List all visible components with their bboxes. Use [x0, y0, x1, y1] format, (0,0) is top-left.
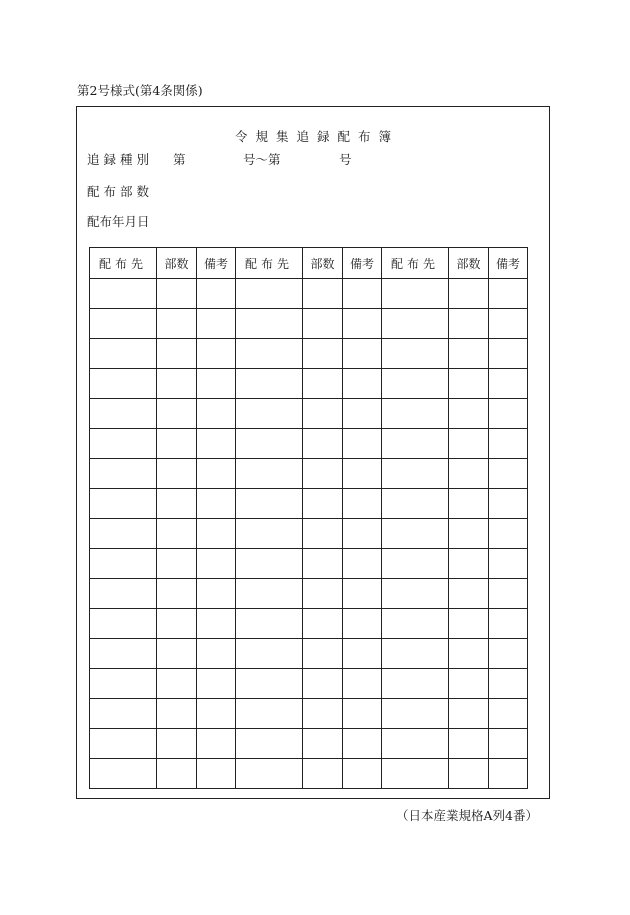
supplement-from-prefix-label: 第 — [173, 152, 186, 167]
table-cell — [449, 339, 489, 369]
table-cell — [382, 309, 449, 339]
table-cell — [489, 519, 528, 549]
supplement-range-label: 号～第 — [243, 152, 281, 167]
table-cell — [303, 639, 343, 669]
table-cell — [343, 459, 382, 489]
table-cell — [236, 579, 303, 609]
table-cell — [303, 369, 343, 399]
table-cell — [90, 519, 157, 549]
table-cell — [157, 519, 197, 549]
table-cell — [236, 369, 303, 399]
table-cell — [197, 339, 236, 369]
table-cell — [90, 399, 157, 429]
table-cell — [343, 729, 382, 759]
table-row — [90, 489, 528, 519]
table-cell — [303, 579, 343, 609]
table-cell — [236, 639, 303, 669]
table-cell — [303, 729, 343, 759]
table-cell — [90, 549, 157, 579]
form-number-label: 第2号様式(第4条関係) — [77, 83, 203, 98]
table-cell — [303, 339, 343, 369]
table-cell — [489, 459, 528, 489]
table-cell — [157, 279, 197, 309]
table-cell — [197, 699, 236, 729]
table-cell — [303, 309, 343, 339]
table-cell — [303, 759, 343, 789]
table-cell — [236, 429, 303, 459]
table-cell — [343, 429, 382, 459]
table-cell — [343, 699, 382, 729]
header-remarks-2: 備考 — [343, 248, 382, 279]
table-cell — [236, 279, 303, 309]
form-frame — [76, 106, 550, 799]
paper-size-note: （日本産業規格A列4番） — [396, 808, 538, 823]
table-cell — [236, 459, 303, 489]
table-cell — [343, 609, 382, 639]
table-cell — [303, 609, 343, 639]
table-cell — [197, 489, 236, 519]
table-cell — [382, 639, 449, 669]
table-row — [90, 309, 528, 339]
table-cell — [90, 699, 157, 729]
table-row — [90, 339, 528, 369]
table-cell — [489, 489, 528, 519]
table-cell — [449, 489, 489, 519]
header-destination-1: 配布先 — [90, 248, 157, 279]
table-cell — [489, 429, 528, 459]
table-cell — [157, 459, 197, 489]
header-destination-3: 配布先 — [382, 248, 449, 279]
table-cell — [382, 699, 449, 729]
distribution-date-label: 配布年月日 — [87, 214, 150, 229]
table-cell — [236, 339, 303, 369]
table-cell — [489, 399, 528, 429]
table-cell — [90, 759, 157, 789]
table-cell — [303, 699, 343, 729]
table-row — [90, 729, 528, 759]
table-cell — [303, 669, 343, 699]
table-cell — [90, 459, 157, 489]
table-cell — [197, 279, 236, 309]
table-cell — [382, 489, 449, 519]
supplement-kind-label: 追録種別 — [87, 152, 154, 167]
table-cell — [343, 399, 382, 429]
table-cell — [157, 639, 197, 669]
document-title: 令規集追録配布簿 — [234, 129, 399, 144]
table-cell — [197, 609, 236, 639]
table-cell — [449, 459, 489, 489]
table-body — [90, 279, 528, 789]
table-cell — [90, 639, 157, 669]
table-row — [90, 459, 528, 489]
table-cell — [90, 609, 157, 639]
table-row — [90, 699, 528, 729]
table-cell — [382, 759, 449, 789]
table-cell — [197, 429, 236, 459]
table-cell — [303, 549, 343, 579]
table-cell — [449, 279, 489, 309]
header-remarks-3: 備考 — [489, 248, 528, 279]
table-row — [90, 279, 528, 309]
table-row — [90, 669, 528, 699]
table-cell — [343, 579, 382, 609]
table-cell — [303, 459, 343, 489]
table-cell — [90, 369, 157, 399]
header-copies-1: 部数 — [157, 248, 197, 279]
table-cell — [157, 579, 197, 609]
table-cell — [343, 519, 382, 549]
table-cell — [90, 669, 157, 699]
table-cell — [90, 729, 157, 759]
table-cell — [382, 279, 449, 309]
table-cell — [236, 759, 303, 789]
table-row — [90, 639, 528, 669]
table-cell — [343, 549, 382, 579]
table-cell — [449, 639, 489, 669]
table-cell — [449, 609, 489, 639]
table-cell — [197, 459, 236, 489]
table-cell — [449, 699, 489, 729]
table-cell — [197, 669, 236, 699]
table-cell — [197, 519, 236, 549]
table-cell — [449, 759, 489, 789]
table-cell — [449, 309, 489, 339]
table-cell — [236, 399, 303, 429]
table-cell — [236, 549, 303, 579]
table-cell — [236, 609, 303, 639]
table-cell — [303, 429, 343, 459]
table-row — [90, 759, 528, 789]
table-row — [90, 549, 528, 579]
table-cell — [382, 729, 449, 759]
table-cell — [90, 339, 157, 369]
header-copies-3: 部数 — [449, 248, 489, 279]
table-cell — [197, 309, 236, 339]
table-cell — [197, 399, 236, 429]
table-cell — [236, 729, 303, 759]
copies-label: 配布部数 — [87, 184, 154, 199]
table-cell — [157, 399, 197, 429]
table-cell — [343, 489, 382, 519]
table-cell — [157, 489, 197, 519]
table-cell — [382, 429, 449, 459]
table-cell — [236, 699, 303, 729]
table-cell — [489, 309, 528, 339]
table-cell — [157, 369, 197, 399]
table-cell — [343, 639, 382, 669]
table-cell — [236, 489, 303, 519]
table-cell — [303, 489, 343, 519]
table-cell — [382, 339, 449, 369]
table-cell — [449, 369, 489, 399]
table-cell — [489, 609, 528, 639]
table-cell — [343, 759, 382, 789]
table-cell — [382, 519, 449, 549]
table-cell — [343, 369, 382, 399]
table-cell — [197, 369, 236, 399]
table-cell — [382, 579, 449, 609]
table-cell — [90, 429, 157, 459]
table-cell — [90, 579, 157, 609]
table-cell — [449, 579, 489, 609]
table-cell — [449, 729, 489, 759]
table-row — [90, 429, 528, 459]
table-cell — [382, 549, 449, 579]
table-cell — [343, 339, 382, 369]
table-cell — [449, 519, 489, 549]
table-cell — [197, 639, 236, 669]
table-cell — [90, 309, 157, 339]
header-copies-2: 部数 — [303, 248, 343, 279]
table-cell — [303, 399, 343, 429]
table-cell — [382, 399, 449, 429]
table-cell — [236, 309, 303, 339]
table-cell — [489, 339, 528, 369]
table-cell — [489, 579, 528, 609]
table-cell — [157, 669, 197, 699]
table-cell — [157, 759, 197, 789]
table-cell — [382, 459, 449, 489]
table-row — [90, 399, 528, 429]
table-cell — [343, 309, 382, 339]
table-cell — [157, 609, 197, 639]
table-cell — [197, 759, 236, 789]
table-cell — [197, 579, 236, 609]
table-row — [90, 519, 528, 549]
table-cell — [157, 339, 197, 369]
table-cell — [303, 519, 343, 549]
table-cell — [236, 669, 303, 699]
table-cell — [382, 669, 449, 699]
table-cell — [382, 609, 449, 639]
table-cell — [382, 369, 449, 399]
table-cell — [489, 759, 528, 789]
table-cell — [157, 729, 197, 759]
table-cell — [489, 699, 528, 729]
table-cell — [489, 279, 528, 309]
table-cell — [197, 729, 236, 759]
table-cell — [90, 489, 157, 519]
table-cell — [303, 279, 343, 309]
table-row — [90, 369, 528, 399]
table-cell — [157, 549, 197, 579]
supplement-to-suffix-label: 号 — [339, 152, 352, 167]
table-cell — [236, 519, 303, 549]
table-cell — [489, 549, 528, 579]
table-cell — [90, 279, 157, 309]
table-header-row — [90, 248, 528, 279]
table-cell — [449, 549, 489, 579]
table-cell — [449, 669, 489, 699]
table-cell — [489, 669, 528, 699]
table-cell — [343, 279, 382, 309]
table-row — [90, 609, 528, 639]
header-remarks-1: 備考 — [197, 248, 236, 279]
header-destination-2: 配布先 — [236, 248, 303, 279]
table-cell — [489, 729, 528, 759]
table-row — [90, 579, 528, 609]
table-cell — [197, 549, 236, 579]
table-cell — [489, 369, 528, 399]
table-cell — [157, 699, 197, 729]
table-cell — [343, 669, 382, 699]
table-cell — [157, 429, 197, 459]
table-cell — [157, 309, 197, 339]
distribution-table — [89, 247, 528, 789]
table-cell — [449, 399, 489, 429]
table-cell — [449, 429, 489, 459]
table-cell — [489, 639, 528, 669]
